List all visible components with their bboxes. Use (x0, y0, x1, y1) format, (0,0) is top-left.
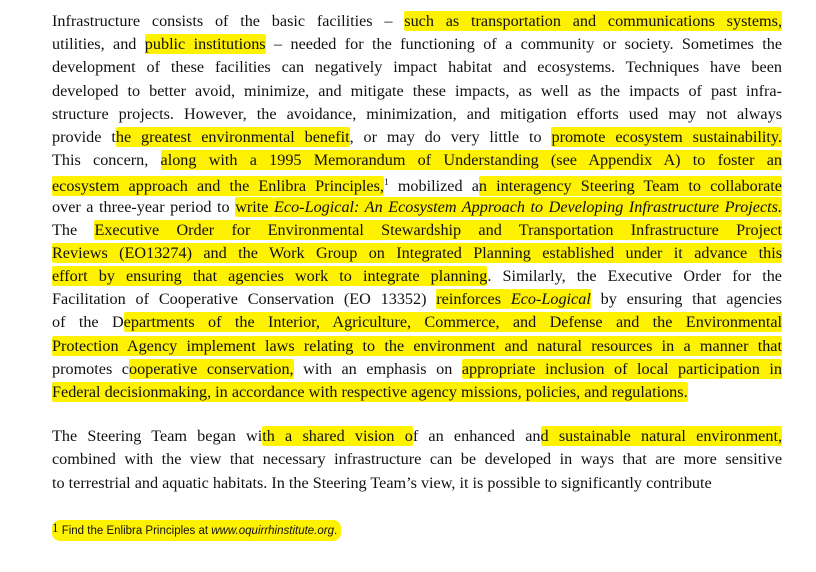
highlighted-text: effort by ensuring that agencies work to integrate planning (52, 267, 488, 286)
text-line (52, 425, 782, 448)
highlighted-text: reinforces (436, 290, 511, 309)
text-line (52, 80, 782, 103)
text-line (52, 472, 782, 495)
text-segment: of the D (52, 313, 124, 332)
footnote-reference: 1 (383, 178, 389, 189)
text-segment: – needed for the functioning of a community or society. Sometimes the (265, 35, 783, 54)
text-line (52, 219, 782, 242)
text-segment: Facilitation of Cooperative Conservation (EO 13352) (52, 290, 437, 309)
highlighted-text: th a shared vision o (262, 427, 413, 446)
text-segment: provide t (52, 127, 116, 146)
highlighted-text: Federal decisionmaking, in accordance with respective agency missions, policies, and regulations. (52, 383, 688, 401)
text-segment: development of these facilities can negatively impact habitat and ecosystems. Techniques have been (52, 58, 782, 77)
text-line (52, 288, 782, 311)
text-segment: to terrestrial and aquatic habitats. In the Steering Team’s view, it is possible to significantly contribute (52, 473, 712, 492)
text-line (52, 358, 782, 381)
text-segment: combined with the view that necessary infrastructure can be developed in ways that are more sensitive (52, 450, 782, 469)
text-line (52, 149, 782, 172)
text-line (52, 335, 782, 358)
text-line (52, 381, 782, 404)
text-line (52, 448, 782, 471)
text-segment: , or may do very little to (349, 127, 552, 146)
highlighted-text: he greatest environmental benefit (115, 127, 350, 146)
footnote-link[interactable]: www.oquirrhinstitute.org (211, 525, 335, 537)
text-line (52, 265, 782, 288)
highlighted-text: ecosystem approach and the Enlibra Principles, (52, 177, 384, 196)
highlighted-text: appropriate inclusion of local participation in (461, 359, 782, 378)
text-segment: The (52, 220, 95, 239)
text-segment: structure projects. However, the avoidance, minimization, and mitigation efforts used may not always (52, 104, 782, 123)
text-line (52, 103, 782, 126)
text-segment: developed to better avoid, minimize, and mitigate these impacts, as well as the impacts of past infra- (52, 81, 782, 100)
highlighted-text: public institutions (144, 35, 266, 54)
highlighted-text: Protection Agency implement laws relating to the environment and natural resources in a manner that (52, 336, 782, 355)
highlighted-text: d sustainable natural environment, (540, 427, 783, 446)
text-line (52, 10, 782, 33)
document-body (52, 10, 782, 495)
text-line (52, 196, 782, 219)
footnote (52, 520, 341, 537)
text-segment: by ensuring that agencies (590, 290, 782, 309)
highlighted-text: along with a 1995 Memorandum of Understanding (see Appendix A) to foster an (160, 151, 782, 170)
paragraph-1 (52, 10, 782, 404)
text-segment: mobilized a (388, 177, 479, 196)
text-line (52, 33, 782, 56)
text-segment: f an enhanced an (412, 427, 541, 446)
footnote-text: Find the Enlibra Principles at (58, 525, 212, 537)
paragraph-gap (52, 404, 782, 425)
text-segment: utilities, and (52, 35, 145, 54)
text-segment: This concern, (52, 151, 161, 170)
footnote-highlight (52, 520, 341, 541)
text-segment: Infrastructure consists of the basic facilities – (52, 12, 405, 30)
highlighted-text: such as transportation and communications systems, (404, 12, 782, 30)
highlighted-text: Eco-Logical: An Ecosystem Approach to Developing Infrastructure Projects. (274, 197, 782, 216)
text-segment: promotes c (52, 359, 129, 378)
highlighted-text: Eco-Logical (510, 290, 591, 309)
highlighted-text: Reviews (EO13274) and the Work Group on Integrated Planning established under it advance this (52, 243, 782, 262)
highlighted-text: epartments of the Interior, Agriculture, Commerce, and Defense and the Environmental (123, 313, 783, 332)
text-line (52, 242, 782, 265)
text-segment: . Similarly, the Executive Order for the (487, 267, 782, 286)
highlighted-text: ooperative conservation, (128, 359, 294, 378)
text-line (52, 172, 782, 195)
text-line (52, 311, 782, 334)
footnote-end: . (334, 525, 338, 537)
footnote-number: 1 (52, 520, 59, 535)
highlighted-text: promote ecosystem sustainability. (551, 127, 782, 146)
highlighted-text: n interagency Steering Team to collaborate (478, 177, 782, 196)
text-segment: The Steering Team began wi (52, 427, 263, 446)
text-segment: with an emphasis on (293, 359, 462, 378)
text-line (52, 126, 782, 149)
highlighted-text: write (235, 197, 275, 216)
paragraph-2 (52, 425, 782, 495)
highlighted-text: Executive Order for Environmental Stewardship and Transportation Infrastructure Project (94, 220, 782, 239)
text-segment: over a three-year period to (52, 197, 236, 216)
text-line (52, 56, 782, 79)
